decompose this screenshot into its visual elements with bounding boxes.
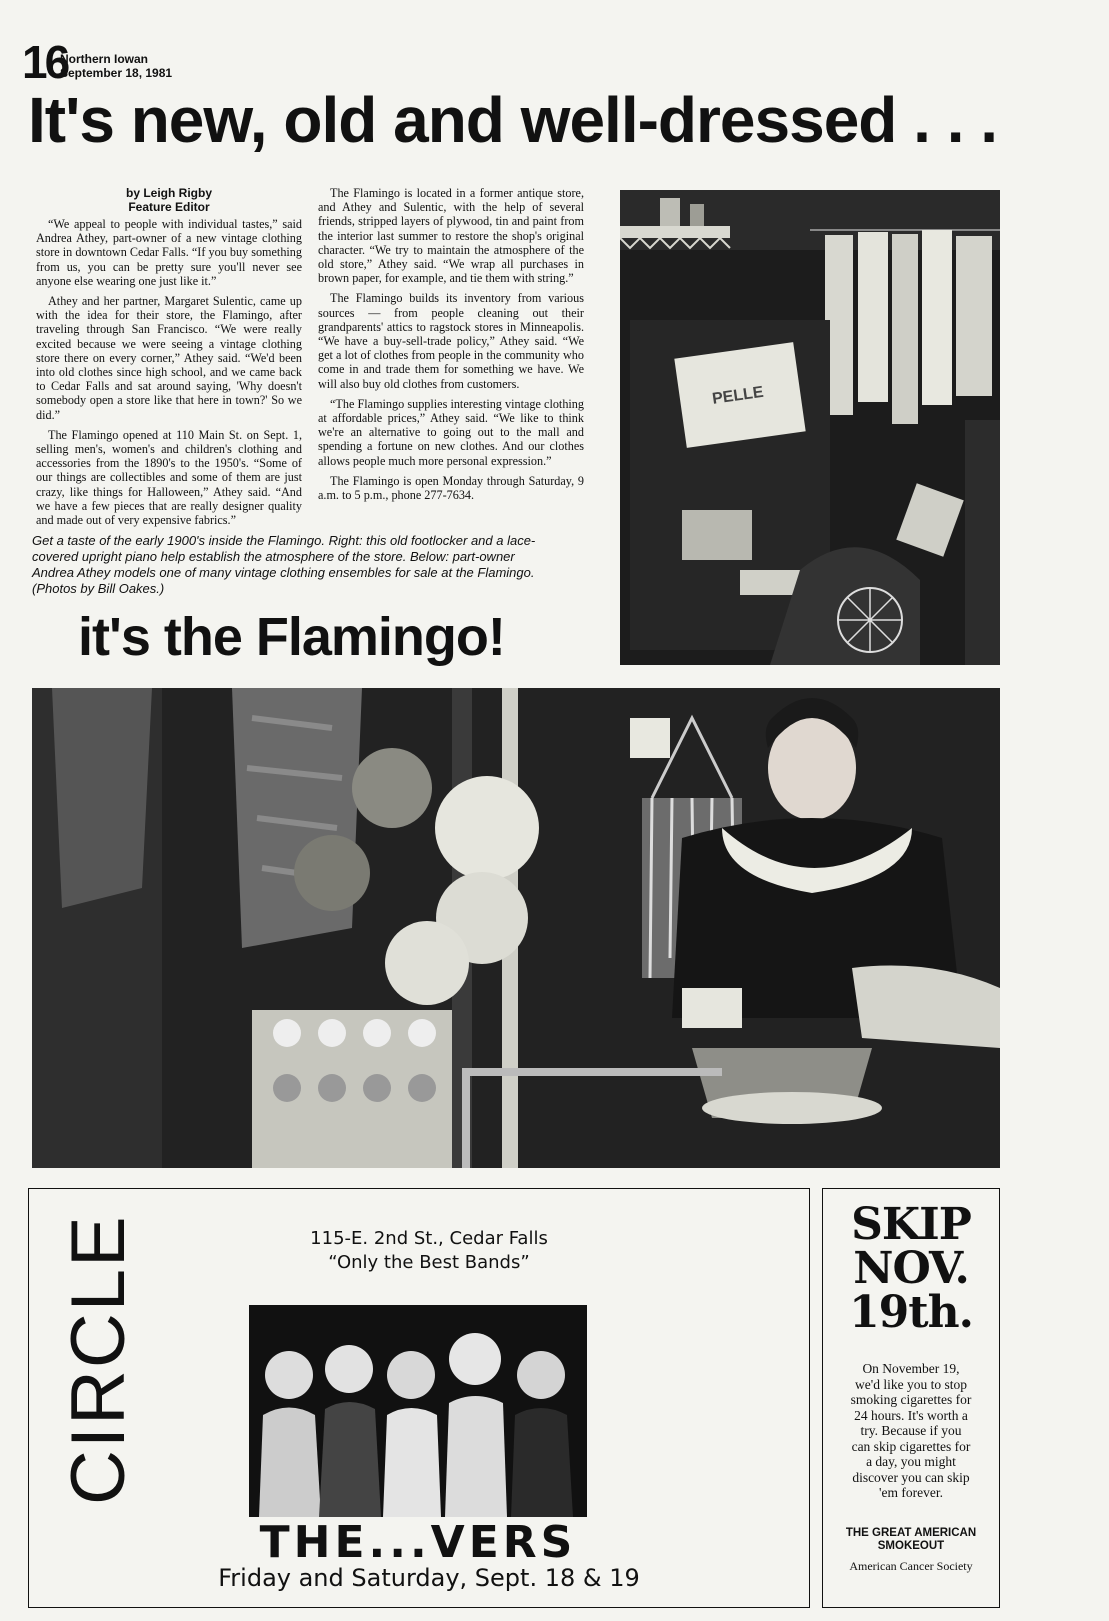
- smokeout-org: THE GREAT AMERICAN SMOKEOUT: [845, 1527, 977, 1552]
- caption-line: Andrea Athey models one of many vintage clothing ensembles for sale at the Flamingo.: [32, 565, 535, 580]
- ad-circle-address: 115-E. 2nd St., Cedar Falls: [310, 1228, 548, 1249]
- photo-footlocker-piano: [620, 190, 1000, 665]
- ad-circle-dates: Friday and Saturday, Sept. 18 & 19: [218, 1564, 640, 1592]
- paragraph: The Flamingo builds its inventory from various sources — from people cleaning out their grandparents' attics to ragstock stores in Minneapolis. “We have a buy-sell-trade policy,” Athey said. “We get a lot of clothes from people in the community who come in and trade them for something we have. We will also buy old clothes from customers.: [318, 291, 584, 391]
- ad-circle-name: CIRCLE: [56, 1214, 141, 1505]
- article-column-1: [36, 186, 302, 533]
- paragraph: Athey and her partner, Margaret Sulentic, came up with the idea for their store, the Flamingo, after traveling through San Francisco. “We were really excited because we were seeing a vintage clothing store there on every corner,” Athey said. “We'd been into old clothes since high school, and we came back to Cedar Falls and sat around saying, 'Why doesn't somebody open a store like that here in town?' So we did.”: [36, 294, 302, 422]
- photo-andrea-athey: [32, 688, 1000, 1168]
- masthead: [60, 52, 172, 80]
- photo-footlocker-image: [620, 190, 1000, 665]
- headline: It's new, old and well-dressed . . .: [28, 84, 998, 156]
- byline-role: Feature Editor: [128, 200, 210, 214]
- paragraph: “We appeal to people with individual tastes,” said Andrea Athey, part-owner of a new vintage clothing store in downtown Cedar Falls. “If you buy something from us, you can be pretty sure you'll never see anyone else wearing one just like it.”: [36, 217, 302, 288]
- subhead: it's the Flamingo!: [78, 607, 505, 667]
- ad-circle: [28, 1188, 810, 1608]
- ad-circle-slogan: “Only the Best Bands”: [328, 1252, 530, 1273]
- paper-name: Northern Iowan: [60, 52, 149, 66]
- caption-line: (Photos by Bill Oakes.): [32, 581, 165, 596]
- photo-caption: [32, 533, 592, 597]
- paragraph: The Flamingo opened at 110 Main St. on Sept. 1, selling men's, women's and children's clothing and accessories from the 1890's to the 1950's. “Some of our things are collectibles and some of them are just crazy, like things for Halloween,” Athey said. “And we have a few pieces that are really designer quality and made out of very expensive fabrics.”: [36, 427, 302, 528]
- caption-line: covered upright piano help establish the atmosphere of the store. Below: part-owner: [32, 549, 515, 564]
- band-photo-image: [249, 1305, 587, 1517]
- photo-athey-image: [32, 688, 1000, 1168]
- paragraph: The Flamingo is open Monday through Saturday, 9 a.m. to 5 p.m., phone 277-7634.: [318, 473, 584, 503]
- article-column-2: [318, 186, 584, 508]
- ad-smokeout: [822, 1188, 1000, 1608]
- smokeout-body: On November 19, we'd like you to stop smoking cigarettes for 24 hours. It's worth a try. Because if you can skip cigarettes for a day, you might discover you can skip 'em forever.: [850, 1361, 972, 1500]
- svg-text:PELLE: PELLE: [711, 383, 765, 408]
- band-name: THE...VERS: [259, 1517, 577, 1568]
- page-number: 16: [22, 36, 68, 88]
- smokeout-headline: SKIP NOV. 19th.: [849, 1199, 973, 1338]
- byline: by Leigh Rigby: [125, 186, 212, 200]
- paragraph: The Flamingo is located in a former antique store, and Athey and Sulentic, with the help of several friends, stripped layers of plywood, tin and paint from the interior last summer to restore the shop's original character. “We try to maintain the atmosphere of the old store,” Athey said. “We wrap all purchases in brown paper, for example, and tie them with string.”: [318, 186, 584, 286]
- caption-line: Get a taste of the early 1900's inside the Flamingo. Right: this old footlocker and a lace-: [32, 533, 536, 548]
- smokeout-sponsor: American Cancer Society: [849, 1559, 973, 1573]
- band-photo: [249, 1305, 587, 1517]
- paragraph: “The Flamingo supplies interesting vintage clothing at affordable prices,” Athey said. “We like to think we're an alternative to going out to the mall and spending a fortune on new clothes. And our clothes allows people much more personal expression.”: [318, 396, 584, 468]
- issue-date: September 18, 1981: [60, 66, 173, 80]
